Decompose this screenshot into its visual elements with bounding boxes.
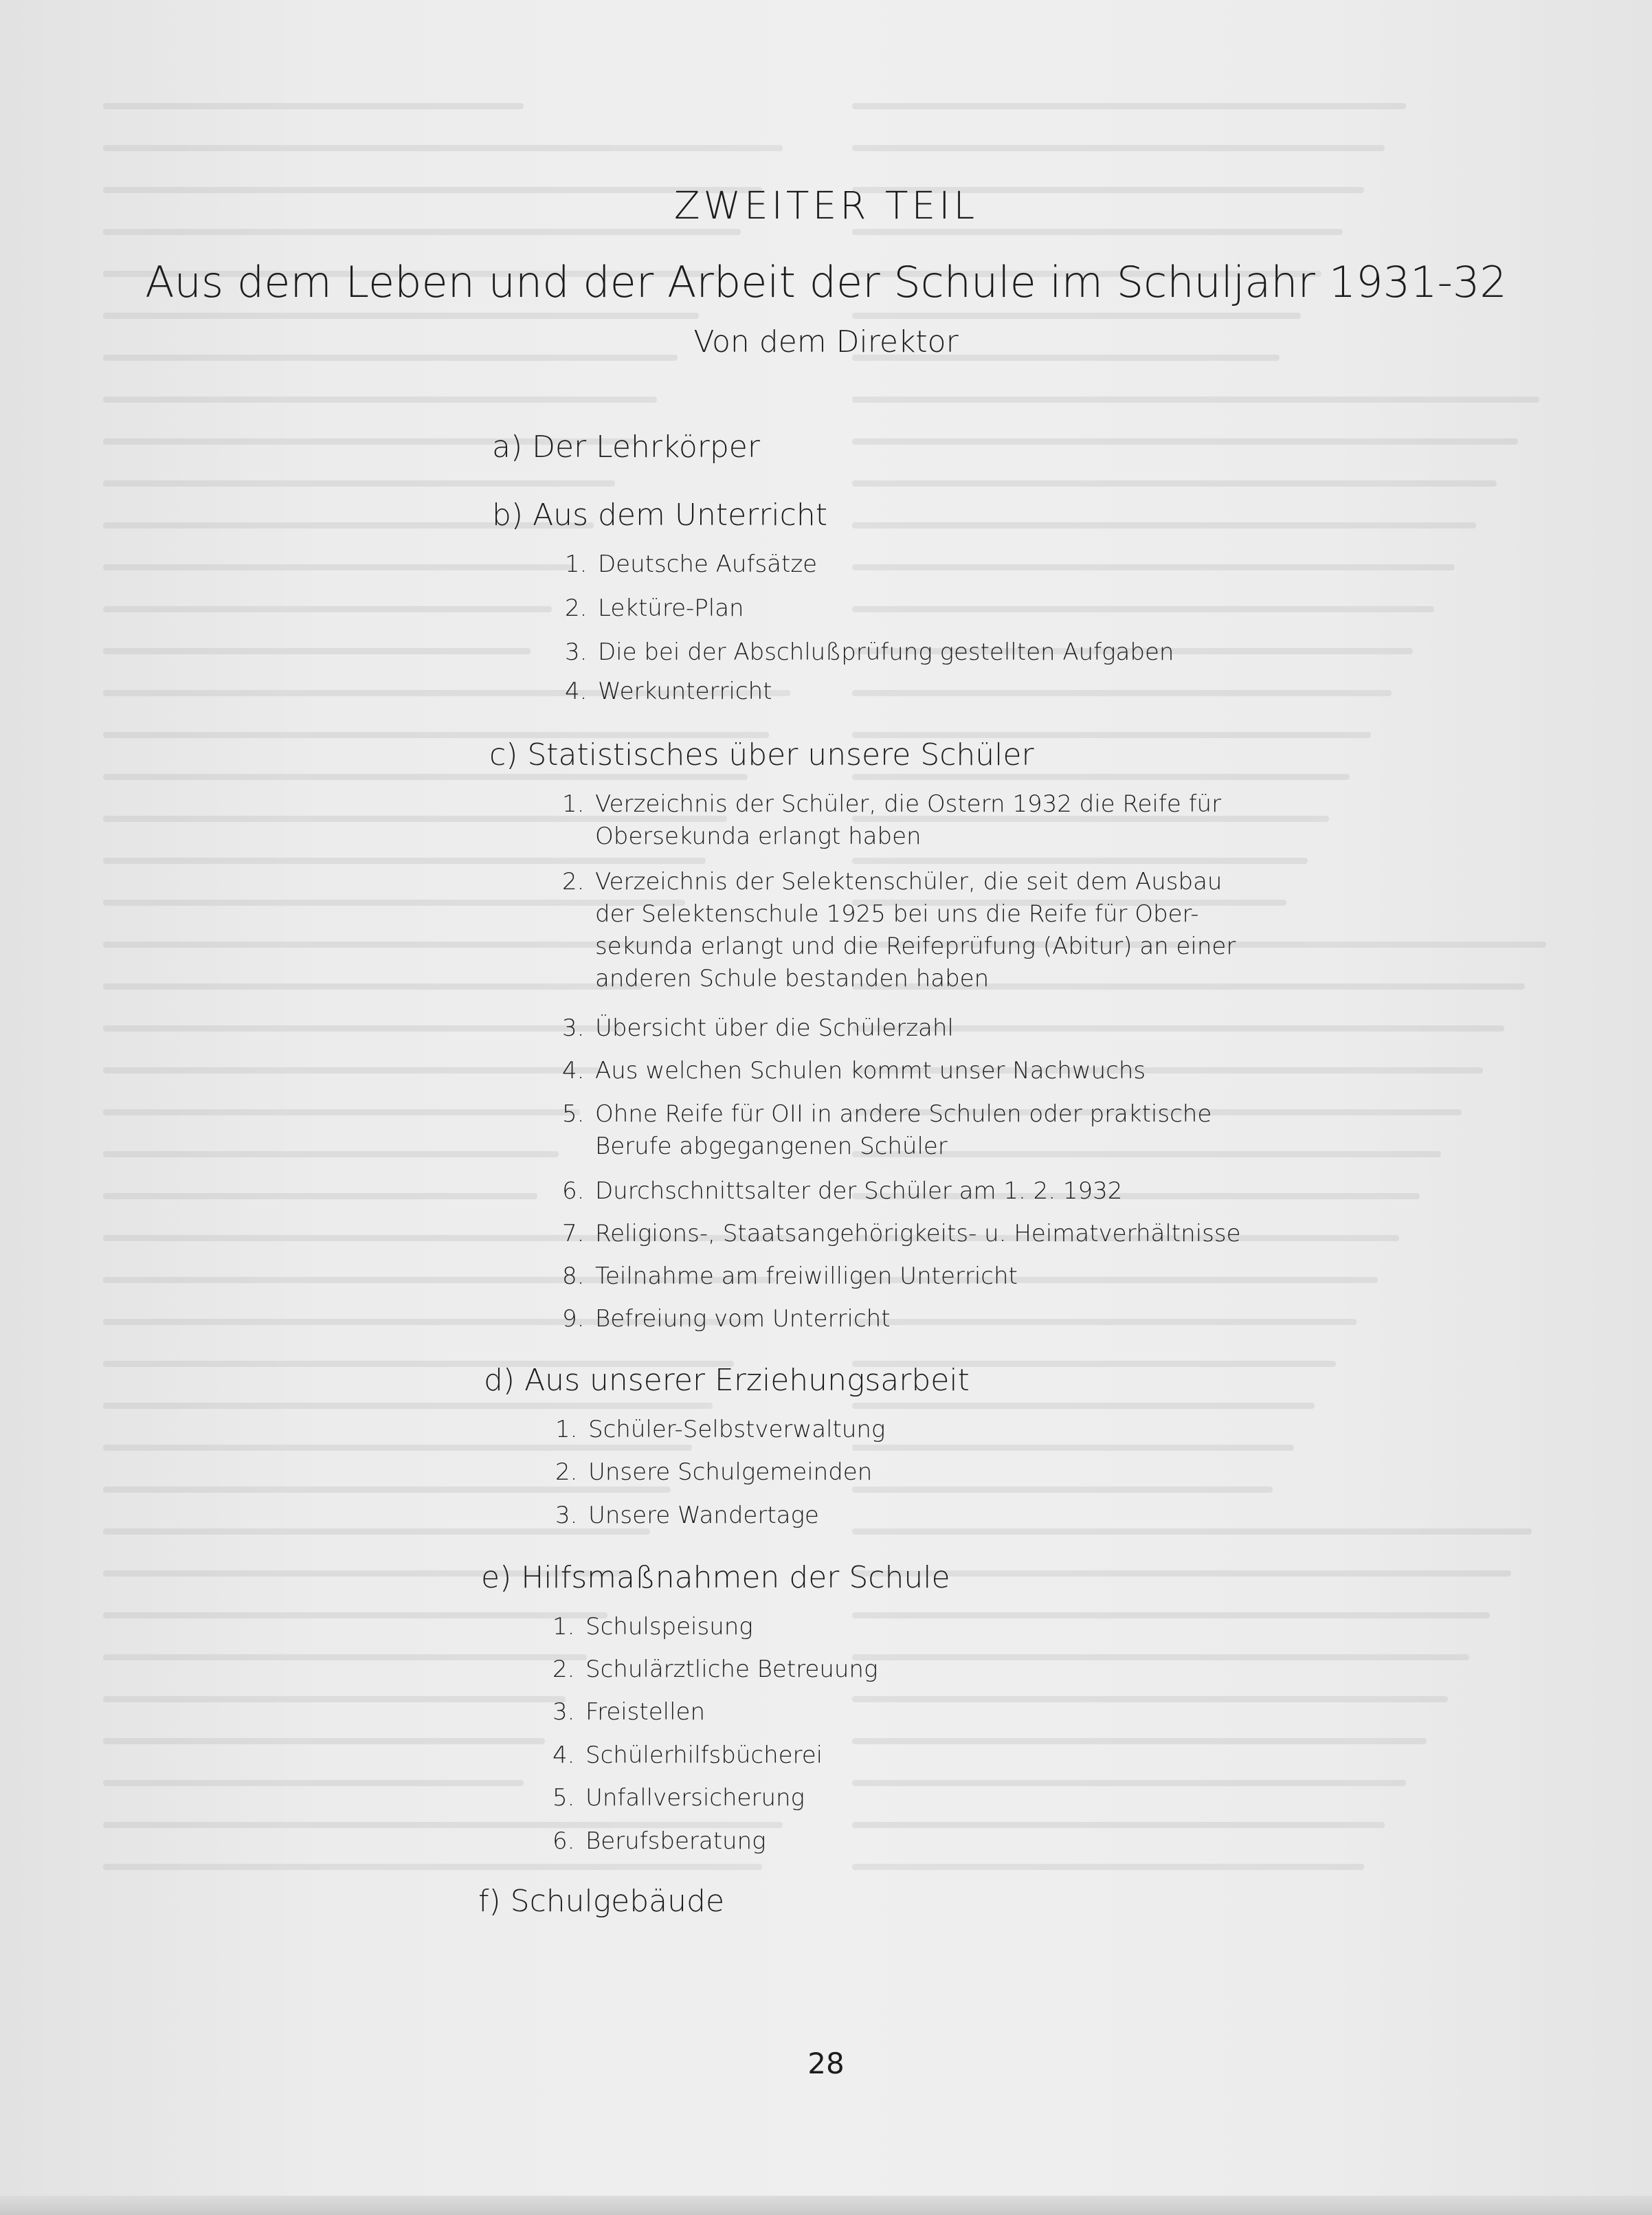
bleed-through-line xyxy=(103,606,552,612)
bleed-through-text-right xyxy=(852,103,1553,1924)
item-text xyxy=(595,1303,891,1335)
bleed-through-line xyxy=(103,1403,713,1409)
part-title: ZWEITER TEIL xyxy=(673,183,979,227)
item-number: 4. xyxy=(552,1741,575,1769)
item-number: 7. xyxy=(562,1220,585,1247)
author-line: Von dem Direktor xyxy=(693,324,959,359)
bleed-through-line xyxy=(852,103,1406,109)
page-edge xyxy=(0,2196,1652,2215)
bleed-through-line xyxy=(852,774,1350,780)
item-text-line: Freistellen xyxy=(585,1698,706,1726)
item-number: 8. xyxy=(562,1262,585,1290)
list-item xyxy=(552,1611,753,1643)
section-heading: e) Hilfsmaßnahmen der Schule xyxy=(481,1560,950,1595)
item-text xyxy=(588,1500,819,1532)
item-number: 5. xyxy=(562,1100,585,1128)
item-text-line: der Selektenschule 1925 bei uns die Reife für Ober- xyxy=(595,900,1199,928)
list-item xyxy=(555,1414,885,1446)
item-text-line: Unfallversicherung xyxy=(585,1784,805,1812)
bleed-through-line xyxy=(103,1780,524,1786)
bleed-through-line xyxy=(103,103,524,109)
item-number: 1. xyxy=(555,1416,578,1443)
bleed-through-line xyxy=(103,1612,607,1618)
list-item xyxy=(552,1825,766,1858)
item-number: 2. xyxy=(562,868,585,895)
item-text-line: Schülerhilfsbücherei xyxy=(585,1741,823,1769)
bleed-through-line xyxy=(103,1109,580,1115)
list-item xyxy=(565,592,744,625)
bleed-through-line xyxy=(103,1696,566,1702)
page-title: Aus dem Leben und der Arbeit der Schule im Schuljahr 1931-32 xyxy=(145,257,1507,307)
item-text-line: Übersicht über die Schülerzahl xyxy=(595,1014,954,1042)
list-item xyxy=(562,1012,954,1045)
item-number: 6. xyxy=(552,1827,575,1855)
list-item xyxy=(565,548,817,581)
bleed-through-line xyxy=(852,1487,1273,1493)
item-text xyxy=(588,1414,885,1446)
bleed-through-line xyxy=(852,1696,1448,1702)
item-text xyxy=(598,592,744,625)
list-item xyxy=(562,1055,1146,1087)
list-item xyxy=(562,788,1221,853)
item-text-line: Deutsche Aufsätze xyxy=(598,550,818,578)
item-text-line: Aus welchen Schulen kommt unser Nachwuchs xyxy=(595,1057,1146,1084)
bleed-through-line xyxy=(852,1445,1294,1451)
item-text xyxy=(595,1260,1018,1293)
bleed-through-line xyxy=(852,145,1385,151)
bleed-through-line xyxy=(103,648,531,654)
bleed-through-line xyxy=(852,858,1308,864)
bleed-through-line xyxy=(852,229,1343,235)
bleed-through-line xyxy=(103,313,699,319)
item-number: 1. xyxy=(562,790,585,818)
section-heading: a) Der Lehrkörper xyxy=(492,430,760,465)
item-text-line: Berufsberatung xyxy=(585,1827,766,1855)
item-number: 1. xyxy=(552,1613,575,1640)
item-text xyxy=(585,1654,878,1686)
item-text-line: Durchschnittsalter der Schüler am 1. 2. 1932 xyxy=(595,1177,1123,1205)
list-item xyxy=(562,866,1236,995)
list-item xyxy=(562,1260,1018,1293)
item-text xyxy=(595,1218,1240,1250)
item-number: 3. xyxy=(552,1698,575,1726)
list-item xyxy=(562,1303,891,1335)
bleed-through-line xyxy=(103,1067,601,1073)
item-text-line: Werkunterricht xyxy=(598,678,772,705)
bleed-through-line xyxy=(852,313,1301,319)
list-item xyxy=(565,676,772,708)
list-item xyxy=(552,1782,805,1814)
item-text xyxy=(595,1012,954,1045)
item-text-line: Befreiung vom Unterricht xyxy=(595,1305,891,1333)
bleed-through-line xyxy=(852,1570,1511,1577)
item-text xyxy=(598,676,772,708)
item-text xyxy=(585,1611,753,1643)
item-text-line: Die bei der Abschlußprüfung gestellten Aufgaben xyxy=(598,638,1174,666)
bleed-through-line xyxy=(103,774,748,780)
bleed-through-line xyxy=(852,1822,1385,1828)
page-number: 28 xyxy=(807,2047,845,2080)
item-text-line: Ohne Reife für OII in andere Schulen oder praktische xyxy=(595,1100,1212,1128)
item-number: 4. xyxy=(562,1057,585,1084)
section-heading: c) Statistisches über unsere Schüler xyxy=(489,737,1034,772)
item-text-line: Religions-, Staatsangehörigkeits- u. Heimatverhältnisse xyxy=(595,1220,1241,1247)
list-item xyxy=(552,1739,823,1772)
list-item xyxy=(555,1500,819,1532)
item-number: 2. xyxy=(565,594,588,622)
item-text-line: Obersekunda erlangt haben xyxy=(595,823,922,850)
bleed-through-line xyxy=(852,1612,1490,1618)
item-number: 2. xyxy=(555,1458,578,1486)
section-heading: d) Aus unserer Erziehungsarbeit xyxy=(484,1363,970,1398)
bleed-through-line xyxy=(103,1738,545,1744)
item-number: 5. xyxy=(552,1784,575,1812)
bleed-through-line xyxy=(852,1319,1357,1325)
bleed-through-line xyxy=(852,564,1455,570)
item-number: 6. xyxy=(562,1177,585,1205)
item-text xyxy=(598,548,817,581)
bleed-through-line xyxy=(103,229,741,235)
bleed-through-line xyxy=(103,1151,559,1157)
bleed-through-line xyxy=(852,1864,1364,1870)
item-text-line: Verzeichnis der Selektenschüler, die seit dem Ausbau xyxy=(595,868,1223,895)
bleed-through-line xyxy=(852,1654,1469,1660)
item-text-line: Schulspeisung xyxy=(585,1613,753,1640)
bleed-through-line xyxy=(103,1864,762,1870)
item-text xyxy=(585,1825,766,1858)
list-item xyxy=(552,1654,878,1686)
bleed-through-line xyxy=(103,1654,587,1660)
bleed-through-line xyxy=(852,438,1518,445)
item-text xyxy=(598,636,1174,669)
item-number: 3. xyxy=(555,1502,578,1529)
item-text xyxy=(595,1055,1146,1087)
item-text-line: Schulärztliche Betreuung xyxy=(585,1656,878,1683)
bleed-through-line xyxy=(852,1403,1315,1409)
item-text xyxy=(595,866,1236,995)
bleed-through-line xyxy=(103,1025,622,1032)
item-text-line: anderen Schule bestanden haben xyxy=(595,965,990,992)
bleed-through-line xyxy=(103,480,615,487)
bleed-through-line xyxy=(852,1780,1406,1786)
item-number: 3. xyxy=(565,638,588,666)
item-number: 2. xyxy=(552,1656,575,1683)
item-text-line: Verzeichnis der Schüler, die Ostern 1932 die Reife für xyxy=(595,790,1222,818)
item-text-line: Teilnahme am freiwilligen Unterricht xyxy=(595,1262,1018,1290)
item-text xyxy=(595,1175,1122,1207)
bleed-through-line xyxy=(852,1528,1532,1535)
bleed-through-line xyxy=(852,522,1476,528)
item-number: 4. xyxy=(565,678,588,705)
list-item xyxy=(565,636,1174,669)
bleed-through-line xyxy=(852,480,1497,487)
item-text-line: Unsere Wandertage xyxy=(588,1502,819,1529)
item-text xyxy=(585,1696,705,1728)
bleed-through-line xyxy=(103,564,572,570)
item-text xyxy=(595,788,1221,853)
list-item xyxy=(562,1218,1240,1250)
item-text-line: sekunda erlangt und die Reifeprüfung (Abitur) an einer xyxy=(595,933,1236,960)
list-item xyxy=(555,1456,872,1489)
bleed-through-line xyxy=(103,145,783,151)
bleed-through-line xyxy=(103,1193,537,1199)
bleed-through-line xyxy=(852,606,1434,612)
bleed-through-line xyxy=(103,397,657,403)
list-item xyxy=(562,1175,1122,1207)
item-number: 3. xyxy=(562,1014,585,1042)
bleed-through-line xyxy=(852,397,1539,403)
list-item xyxy=(552,1696,705,1728)
item-text-line: Berufe abgegangenen Schüler xyxy=(595,1133,948,1160)
item-text xyxy=(588,1456,872,1489)
section-heading: b) Aus dem Unterricht xyxy=(492,498,827,533)
item-text xyxy=(585,1739,823,1772)
list-item xyxy=(562,1098,1212,1163)
item-number: 9. xyxy=(562,1305,585,1333)
item-number: 1. xyxy=(565,550,588,578)
item-text-line: Unsere Schulgemeinden xyxy=(588,1458,873,1486)
item-text-line: Lektüre-Plan xyxy=(598,594,744,622)
bleed-through-line xyxy=(103,858,706,864)
item-text xyxy=(595,1098,1212,1163)
item-text xyxy=(585,1782,805,1814)
section-heading: f) Schulgebäude xyxy=(478,1884,725,1919)
bleed-through-line xyxy=(852,690,1392,696)
item-text-line: Schüler-Selbstverwaltung xyxy=(588,1416,886,1443)
bleed-through-line xyxy=(852,1738,1427,1744)
